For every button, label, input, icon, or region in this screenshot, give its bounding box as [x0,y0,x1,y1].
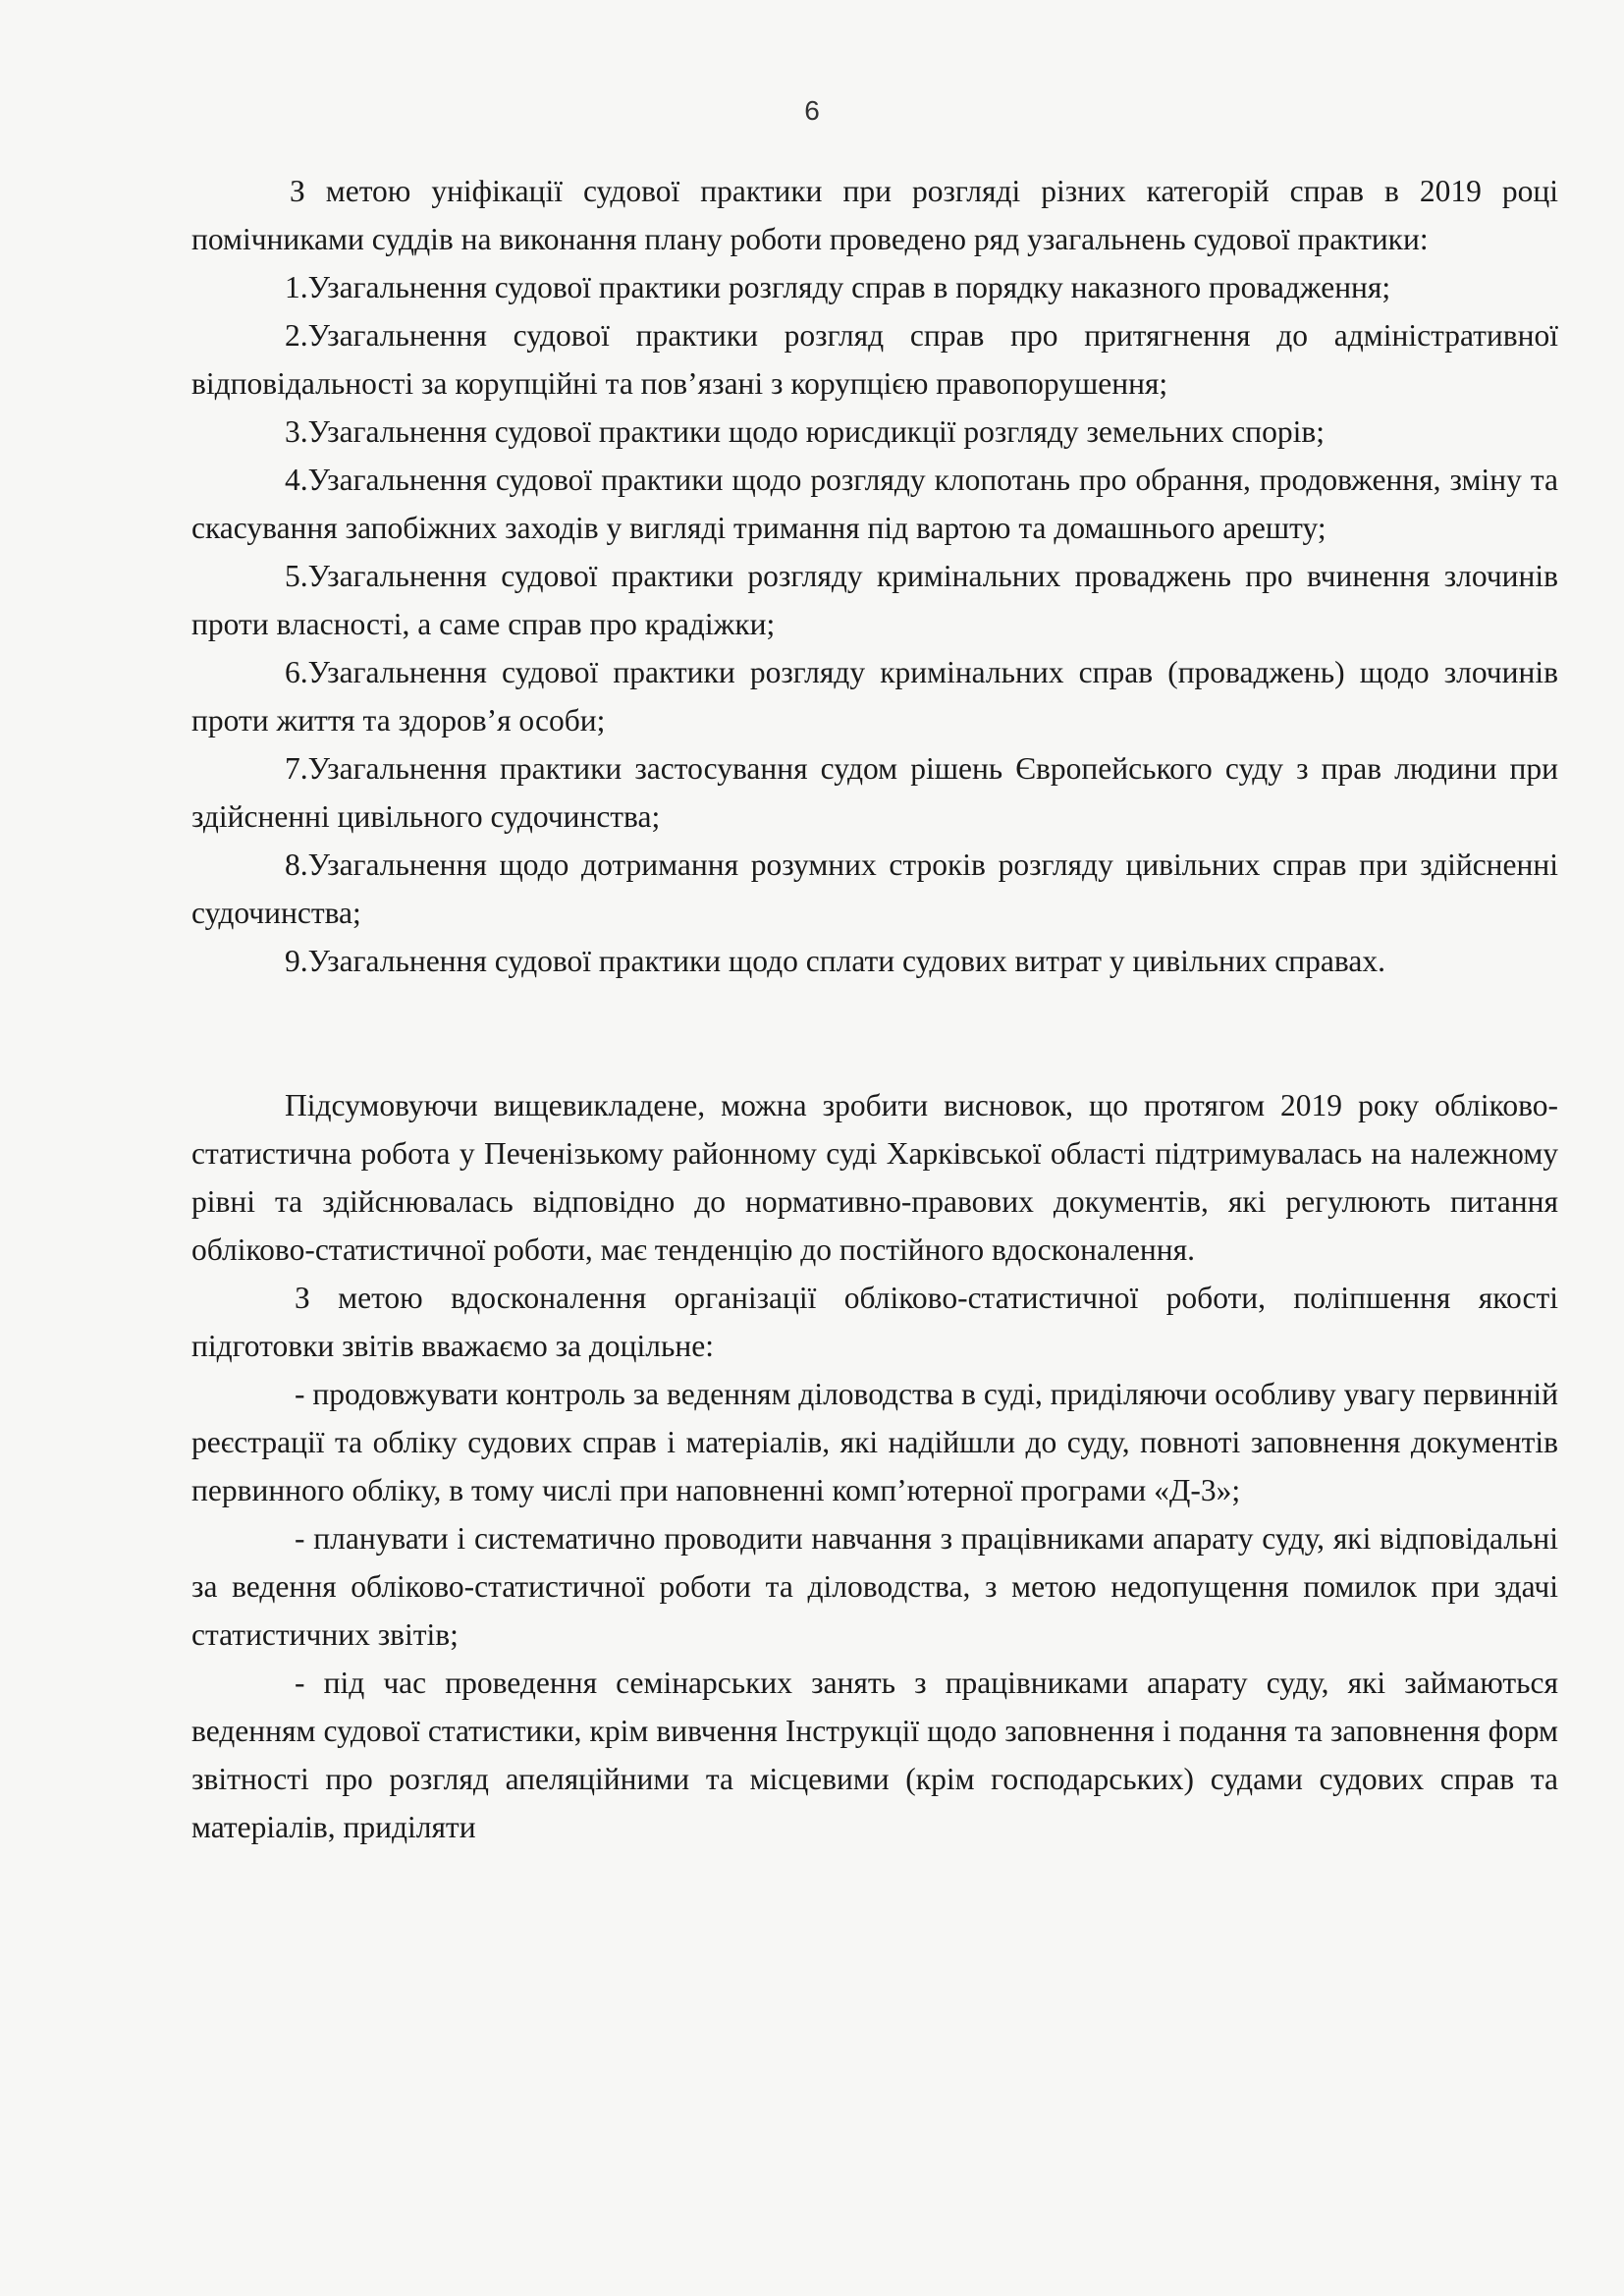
page-number: 6 [804,95,820,126]
generalization-item-9: 9.Узагальнення судової практики щодо сплати судових витрат у цивільних справах. [285,944,1385,978]
intro-paragraph: З метою уніфікації судової практики при розгляді різних категорій справ в 2019 році помічниками суддів на виконання плану роботи проведено ряд узагальнень судової практики: [191,174,1558,256]
recommendation-item-1: - продовжувати контроль за веденням діловодства в суді, приділяючи особливу увагу первинній реєстрації та обліку судових справ і матеріалів, які надійшли до суду, повноті заповнення документів первинного обліку, в тому числі при наповненні комп’ютерної програми «Д-3»; [191,1377,1558,1507]
generalization-item-2: 2.Узагальнення судової практики розгляд справ про притягнення до адміністративної відповідальності за корупційні та пов’язані з корупцією правопорушення; [191,318,1558,401]
generalization-item-7: 7.Узагальнення практики застосування судом рішень Європейського суду з прав людини при здійсненні цивільного судочинства; [191,751,1558,834]
conclusion-paragraph: Підсумовуючи вищевикладене, можна зробити висновок, що протягом 2019 року обліково-статистична робота у Печенізькому районному суді Харківської області підтримувалась на належному рівні та здійснювалась відповідно до нормативно-правових документів, які регулюють питання обліково-статистичної роботи, має тенденцію до постійного вдосконалення. [191,1088,1558,1267]
document-body [191,167,1558,1851]
generalization-item-6: 6.Узагальнення судової практики розгляду кримінальних справ (проваджень) щодо злочинів проти життя та здоров’я особи; [191,655,1558,738]
recommendation-item-3: - під час проведення семінарських занять з працівниками апарату суду, які займаються веденням судової статистики, крім вивчення Інструкції щодо заповнення і подання та заповнення форм звітності про розгляд апеляційними та місцевими (крім господарських) судами судових справ та матеріалів, приділяти [191,1666,1558,1844]
generalization-item-4: 4.Узагальнення судової практики щодо розгляду клопотань про обрання, продовження, зміну та скасування запобіжних заходів у вигляді тримання під вартою та домашнього арешту; [191,463,1558,545]
recommendations-intro: З метою вдосконалення організації обліково-статистичної роботи, поліпшення якості підготовки звітів вважаємо за доцільне: [191,1281,1558,1363]
generalization-item-1: 1.Узагальнення судової практики розгляду справ в порядку наказного провадження; [285,270,1391,304]
generalization-item-3: 3.Узагальнення судової практики щодо юрисдикції розгляду земельних спорів; [285,414,1325,449]
recommendation-item-2: - планувати і систематично проводити навчання з працівниками апарату суду, які відповідальні за ведення обліково-статистичної роботи та діловодства, з метою недопущення помилок при здачі статистичних звітів; [191,1521,1558,1652]
generalization-item-8: 8.Узагальнення щодо дотримання розумних строків розгляду цивільних справ при здійсненні судочинства; [191,847,1558,930]
generalization-item-5: 5.Узагальнення судової практики розгляду кримінальних проваджень про вчинення злочинів проти власності, а саме справ про крадіжки; [191,559,1558,641]
